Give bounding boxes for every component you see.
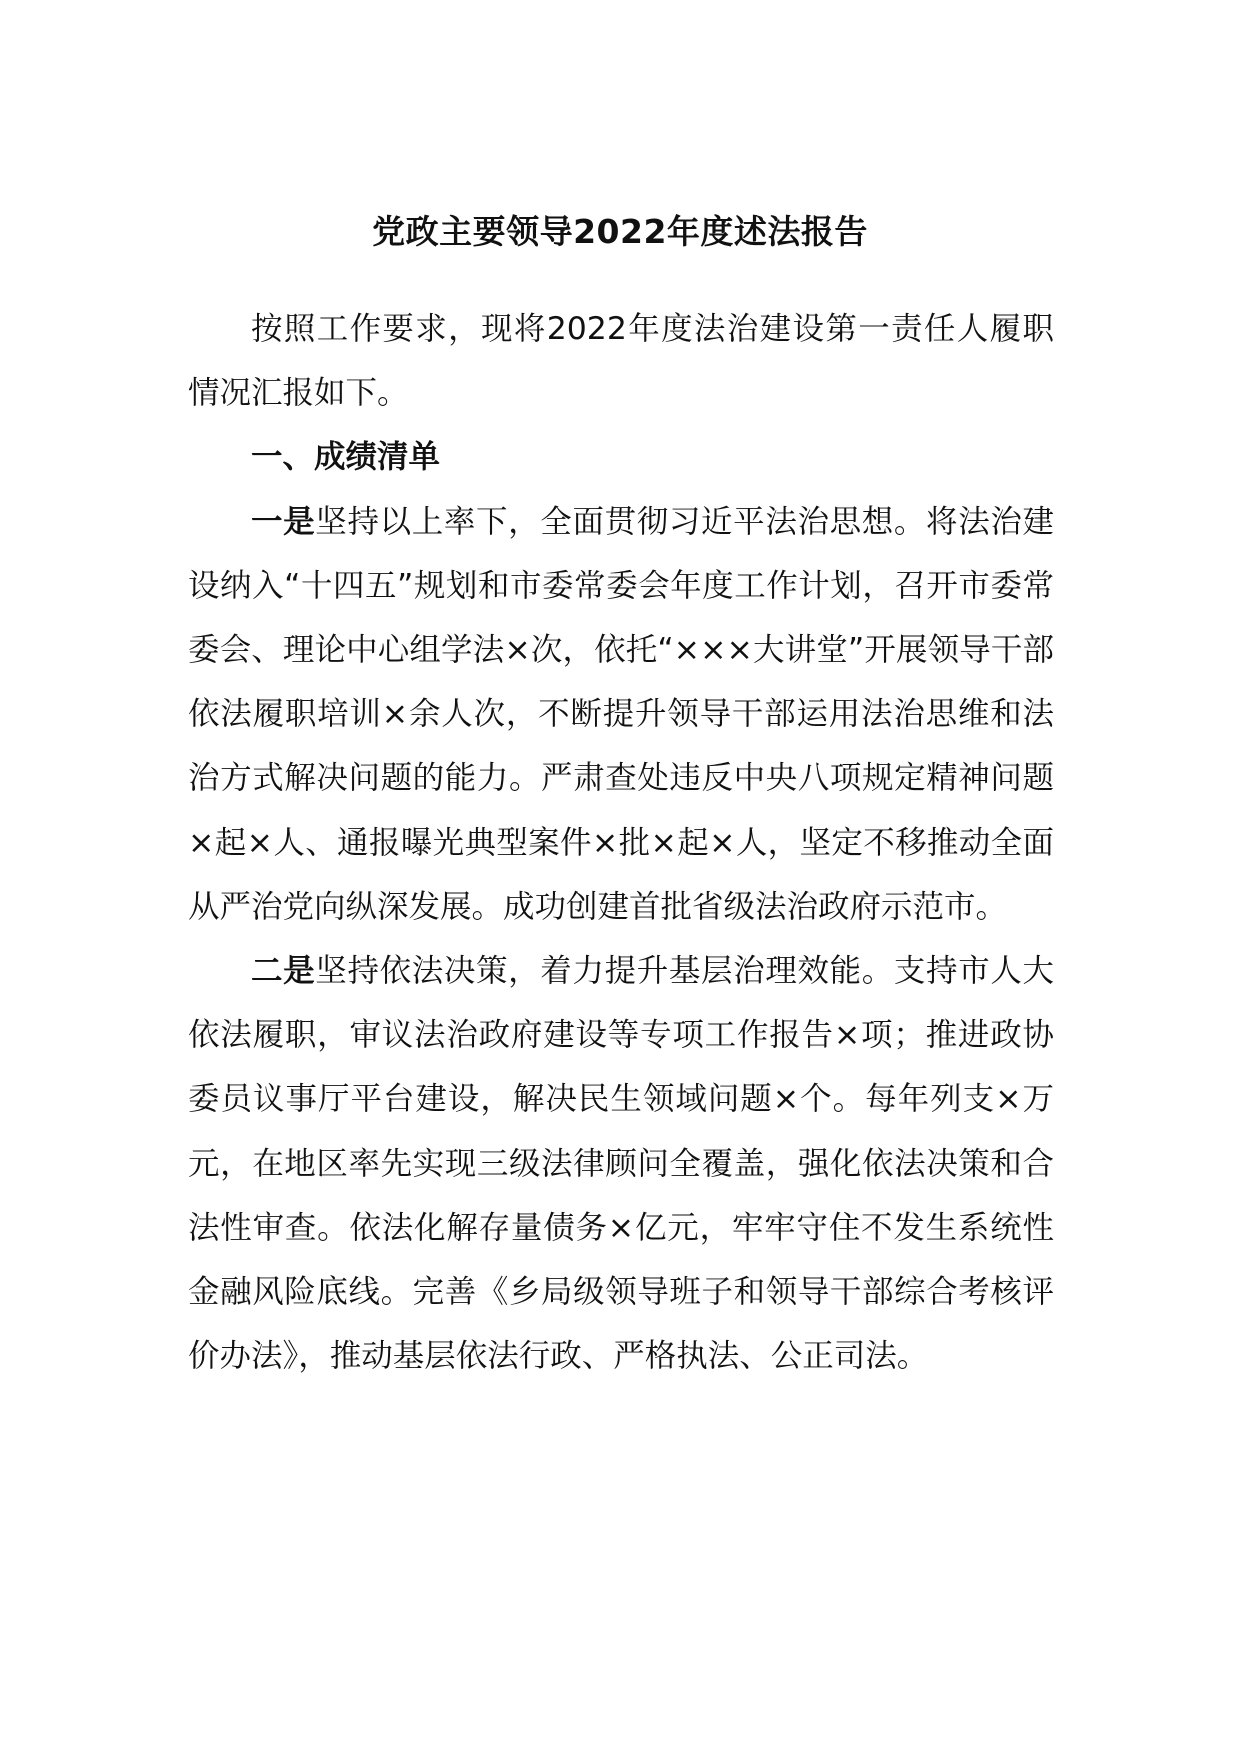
item-1-lead: 一是 xyxy=(251,503,316,540)
document-title: 党政主要领导2022年度述法报告 xyxy=(372,212,868,251)
document-body xyxy=(188,297,1054,1388)
item-2-paragraph xyxy=(188,939,1054,1388)
intro-paragraph: 按照工作要求，现将2022年度法治建设第一责任人履职情况汇报如下。 xyxy=(188,311,1054,412)
item-2-text: 坚持依法决策，着力提升基层治理效能。支持市人大依法履职，审议法治政府建设等专项工作报告×项；推进政协委员议事厅平台建设，解决民生领域问题×个。每年列支×万元，在地区率先实现三级法律顾问全覆盖，强化依法决策和合法性审查。依法化解存量债务×亿元，牢牢守住不发生系统性金融风险底线。完善《乡局级领导班子和领导干部综合考核评价办法》，推动基层依法行政、严格执法、公正司法。 xyxy=(188,953,1054,1375)
item-2-lead: 二是 xyxy=(251,953,316,990)
item-1-text: 坚持以上率下，全面贯彻习近平法治思想。将法治建设纳入“十四五”规划和市委常委会年度工作计划，召开市委常委会、理论中心组学法×次，依托“×××大讲堂”开展领导干部依法履职培训×余人次，不断提升领导干部运用法治思维和法治方式解决问题的能力。严肃查处违反中央八项规定精神问题×起×人、通报曝光典型案件×批×起×人，坚定不移推动全面从严治党向纵深发展。成功创建首批省级法治政府示范市。 xyxy=(188,503,1054,925)
section-heading: 一、成绩清单 xyxy=(251,439,441,476)
item-1-paragraph xyxy=(188,490,1054,939)
